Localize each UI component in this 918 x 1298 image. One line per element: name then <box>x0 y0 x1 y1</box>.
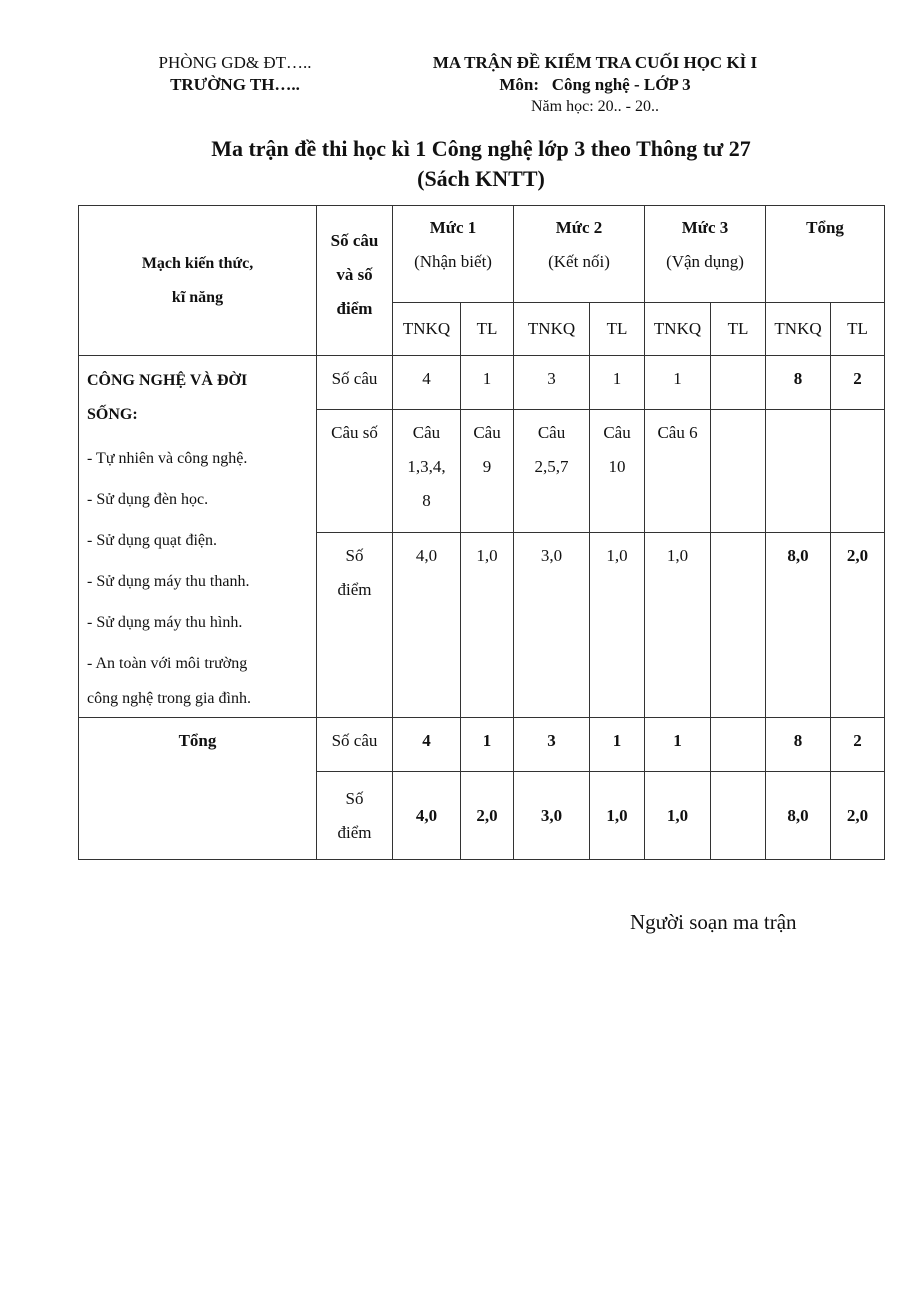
cell-value: 2,0 <box>831 772 885 860</box>
label-so-cau: Số câu <box>317 356 393 410</box>
cell-value: 2,5,7 <box>534 457 569 476</box>
cell-value: 2 <box>831 356 885 410</box>
sub-tnkq: TNKQ <box>514 303 590 356</box>
total-row-label: Tổng <box>79 718 317 860</box>
cell-value: 8 <box>766 356 831 410</box>
cell-value: 4 <box>393 718 461 772</box>
header-count-cell <box>317 206 393 356</box>
cell-value: Câu <box>473 423 501 442</box>
label-line: Số <box>345 788 364 808</box>
cell-value <box>711 718 766 772</box>
exam-matrix-table <box>78 205 885 860</box>
cell-value: 8 <box>422 491 431 510</box>
cell-question-list <box>590 410 645 533</box>
level-1-name: Mức 1 <box>429 218 477 237</box>
cell-value: 4 <box>393 356 461 410</box>
topic-item: công nghệ trong gia đình. <box>87 690 251 707</box>
cell-empty <box>766 410 831 533</box>
sub-tl: TL <box>590 303 645 356</box>
school-name: TRƯỜNG TH….. <box>170 75 300 94</box>
label-so-diem <box>317 772 393 860</box>
header-total <box>766 206 885 303</box>
topic-item: - Sử dụng quạt điện. <box>87 532 217 549</box>
cell-value: Câu 6 <box>657 423 698 442</box>
title-line-2: (Sách KNTT) <box>417 166 545 191</box>
cell-value: 2,0 <box>831 533 885 718</box>
cell-value: Câu <box>603 423 631 442</box>
header-topic-line2: kĩ năng <box>171 288 224 306</box>
sub-tl: TL <box>831 303 885 356</box>
cell-value: 1 <box>461 356 514 410</box>
cell-value: 1 <box>590 718 645 772</box>
cell-empty <box>831 410 885 533</box>
cell-value: 1,3,4, <box>407 457 446 476</box>
header-row-levels <box>79 206 885 303</box>
school-year: Năm học: 20.. - 20.. <box>531 98 659 115</box>
topic-item: - Sử dụng đèn học. <box>87 491 209 508</box>
cell-value: 4,0 <box>393 533 461 718</box>
header-count-line2: và số <box>336 265 373 284</box>
level-1-desc: (Nhận biết) <box>414 252 492 271</box>
cell-value: 1 <box>645 356 711 410</box>
cell-value: 1,0 <box>645 533 711 718</box>
cell-value: Câu <box>537 423 566 442</box>
header-left <box>100 52 370 96</box>
cell-value: 3,0 <box>514 533 590 718</box>
department-name: PHÒNG GD& ĐT….. <box>158 53 312 72</box>
cell-value: 8,0 <box>766 533 831 718</box>
sub-tl: TL <box>711 303 766 356</box>
cell-value: 3,0 <box>514 772 590 860</box>
cell-value: 4,0 <box>393 772 461 860</box>
cell-value: 9 <box>482 457 492 476</box>
cell-value: 1 <box>461 718 514 772</box>
level-3-name: Mức 3 <box>681 218 729 237</box>
header-right <box>400 52 790 118</box>
cell-value <box>711 772 766 860</box>
label-so-cau: Số câu <box>317 718 393 772</box>
cell-empty <box>711 410 766 533</box>
row-question-count <box>79 356 885 410</box>
cell-question-list <box>393 410 461 533</box>
sub-tnkq: TNKQ <box>766 303 831 356</box>
header-level-1 <box>393 206 514 303</box>
cell-value: 1,0 <box>590 533 645 718</box>
level-2-name: Mức 2 <box>555 218 603 237</box>
topic-item: - An toàn với môi trường <box>87 655 248 672</box>
cell-value: 1 <box>645 718 711 772</box>
topic-heading-line2: SỐNG: <box>87 406 138 423</box>
sub-tl: TL <box>461 303 514 356</box>
cell-question-list <box>645 410 711 533</box>
cell-value: 3 <box>514 356 590 410</box>
sub-tnkq: TNKQ <box>393 303 461 356</box>
cell-value <box>711 356 766 410</box>
topic-cell <box>79 356 317 718</box>
topic-item: - Sử dụng máy thu thanh. <box>87 573 250 590</box>
cell-value: Câu <box>412 423 441 442</box>
level-3-desc: (Vận dụng) <box>666 252 744 271</box>
cell-value: 1,0 <box>645 772 711 860</box>
cell-value: 2 <box>831 718 885 772</box>
cell-value: 1,0 <box>461 533 514 718</box>
level-2-desc: (Kết nối) <box>548 252 610 271</box>
subject-line: Môn: Công nghệ - LỚP 3 <box>499 75 691 94</box>
label-so-diem <box>317 533 393 718</box>
signature-label: Người soạn ma trận <box>630 910 797 934</box>
total-row-count <box>79 718 885 772</box>
cell-value <box>711 533 766 718</box>
cell-question-list <box>461 410 514 533</box>
label-cau-so: Câu số <box>317 410 393 533</box>
title-line-1: Ma trận đề thi học kì 1 Công nghệ lớp 3 theo Thông tư 27 <box>211 136 751 161</box>
cell-value: 1,0 <box>590 772 645 860</box>
cell-value: 3 <box>514 718 590 772</box>
header-count-line3: điểm <box>336 299 373 318</box>
topic-heading-line1: CÔNG NGHỆ VÀ ĐỜI <box>87 372 248 389</box>
cell-value: 1 <box>590 356 645 410</box>
header-topic-cell <box>79 206 317 356</box>
page-title <box>78 134 884 194</box>
cell-value: 10 <box>608 457 626 476</box>
topic-item: - Tự nhiên và công nghệ. <box>87 450 248 467</box>
header-topic-line1: Mạch kiến thức, <box>141 254 254 272</box>
document-title: MA TRẬN ĐỀ KIỂM TRA CUỐI HỌC KÌ I <box>432 53 758 72</box>
topic-item: - Sử dụng máy thu hình. <box>87 614 243 631</box>
header-count-line1: Số câu <box>330 231 379 250</box>
sub-tnkq: TNKQ <box>645 303 711 356</box>
cell-value: 8,0 <box>766 772 831 860</box>
cell-question-list <box>514 410 590 533</box>
header-level-2 <box>514 206 645 303</box>
label-line: Số <box>345 546 364 565</box>
header-total-label: Tổng <box>806 218 844 237</box>
header-level-3 <box>645 206 766 303</box>
label-line: điểm <box>337 580 372 599</box>
label-line: điểm <box>337 822 372 842</box>
cell-value: 8 <box>766 718 831 772</box>
cell-value: 2,0 <box>461 772 514 860</box>
